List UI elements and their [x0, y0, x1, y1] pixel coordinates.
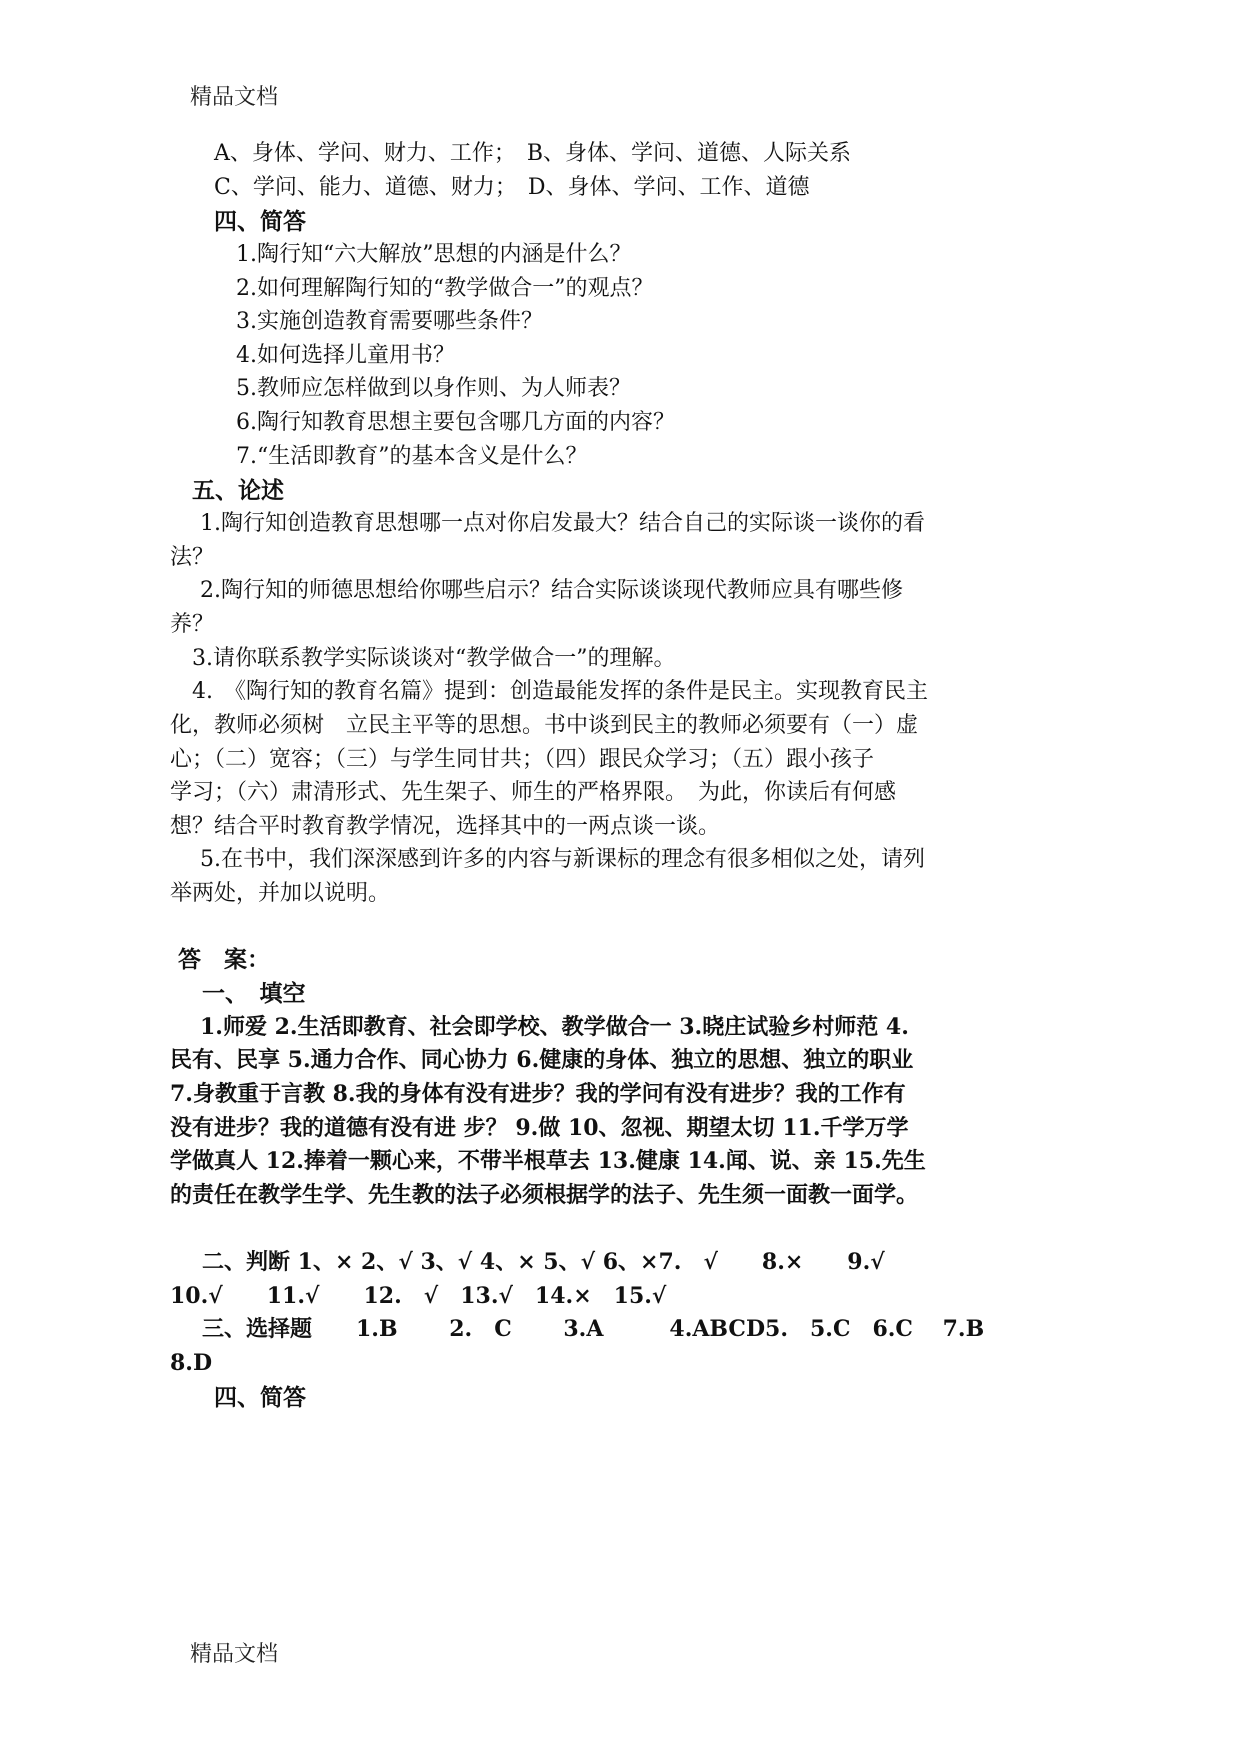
answers-fill-line: 学做真人 12.捧着一颗心来，不带半根草去 13.健康 14.闻、说、亲 15.先生 [170, 1148, 926, 1174]
section-4-item: 5.教师应怎样做到以身作则、为人师表？ [236, 376, 631, 401]
answers-fill-line: 没有进步？我的道德有没有进 步？ 9.做 10、忽视、期望太切 11.千学万学 [170, 1115, 909, 1141]
answers-title: 答 案： [178, 946, 270, 973]
answers-short-title: 四、简答 [214, 1384, 306, 1411]
section-5-line: 化，教师必须树 立民主平等的思想。书中谈到民主的教师必须要有（一）虚 [170, 713, 919, 738]
section-4-item: 3.实施创造教育需要哪些条件？ [236, 309, 543, 334]
answers-judge-line-2: 10.√ 11.√ 12. √ 13.√ 14.× 15.√ [170, 1283, 667, 1309]
section-4-item: 6.陶行知教育思想主要包含哪几方面的内容？ [236, 410, 675, 435]
answers-fill-title: 一、 填空 [202, 980, 306, 1007]
section-4-item: 4.如何选择儿童用书？ [236, 343, 455, 368]
page-footer: 精品文档 [190, 1642, 279, 1667]
section-4-title: 四、简答 [214, 208, 306, 235]
section-5-line: 5.在书中，我们深深感到许多的内容与新课标的理念有很多相似之处，请列 [200, 847, 925, 872]
section-5-title: 五、论述 [192, 477, 284, 504]
section-4-item: 7.“生活即教育”的基本含义是什么？ [236, 444, 588, 469]
section-5-line: 1.陶行知创造教育思想哪一点对你启发最大？结合自己的实际谈一谈你的看 [200, 511, 925, 536]
section-5-line: 4. 《陶行知的教育名篇》提到：创造最能发挥的条件是民主。实现教育民主 [192, 679, 928, 704]
answers-choice-line-2: 8.D [170, 1350, 213, 1376]
answers-choice-line-1: 三、选择题 1.B 2. C 3.A 4.ABCD5. 5.C 6.C 7.B [202, 1316, 985, 1342]
section-5-line: 2.陶行知的师德思想给你哪些启示？结合实际谈谈现代教师应具有哪些修 [200, 578, 903, 603]
answers-fill-line: 1.师爱 2.生活即教育、社会即学校、教学做合一 3.晓庄试验乡村师范 4. [200, 1014, 909, 1040]
section-5-line: 养？ [170, 612, 215, 637]
section-5-line: 想？结合平时教育教学情况，选择其中的一两点谈一谈。 [170, 814, 721, 839]
section-5-line: 3.请你联系教学实际谈谈对“教学做合一”的理解。 [192, 646, 676, 671]
page-header: 精品文档 [190, 85, 279, 110]
answers-fill-line: 7.身教重于言教 8.我的身体有没有进步？我的学问有没有进步？我的工作有 [170, 1081, 906, 1107]
section-5-line: 学习；（六）肃清形式、先生架子、师生的严格界限。 为此，你读后有何感 [170, 780, 897, 805]
section-4-item: 2.如何理解陶行知的“教学做合一”的观点？ [236, 276, 654, 301]
section-4-item: 1.陶行知“六大解放”思想的内涵是什么？ [236, 242, 632, 267]
answers-fill-line: 的责任在教学生学、先生教的法子必须根据学的法子、先生须一面教一面学。 [170, 1182, 919, 1208]
answers-judge-line-1: 二、判断 1、× 2、√ 3、√ 4、× 5、√ 6、×7. √ 8.× 9.√ [202, 1249, 885, 1275]
section-5-line: 法？ [170, 545, 215, 570]
answers-fill-line: 民有、民享 5.通力合作、同心协力 6.健康的身体、独立的思想、独立的职业 [170, 1047, 914, 1073]
section-5-line: 举两处，并加以说明。 [170, 881, 391, 906]
section-5-line: 心；（二）宽容；（三）与学生同甘共；（四）跟民众学习；（五）跟小孩子 [170, 747, 875, 772]
option-line-1: A、身体、学问、财力、工作； B、身体、学问、道德、人际关系 [214, 141, 852, 166]
option-line-2: C、学问、能力、道德、财力； D、身体、学问、工作、道德 [214, 175, 810, 200]
